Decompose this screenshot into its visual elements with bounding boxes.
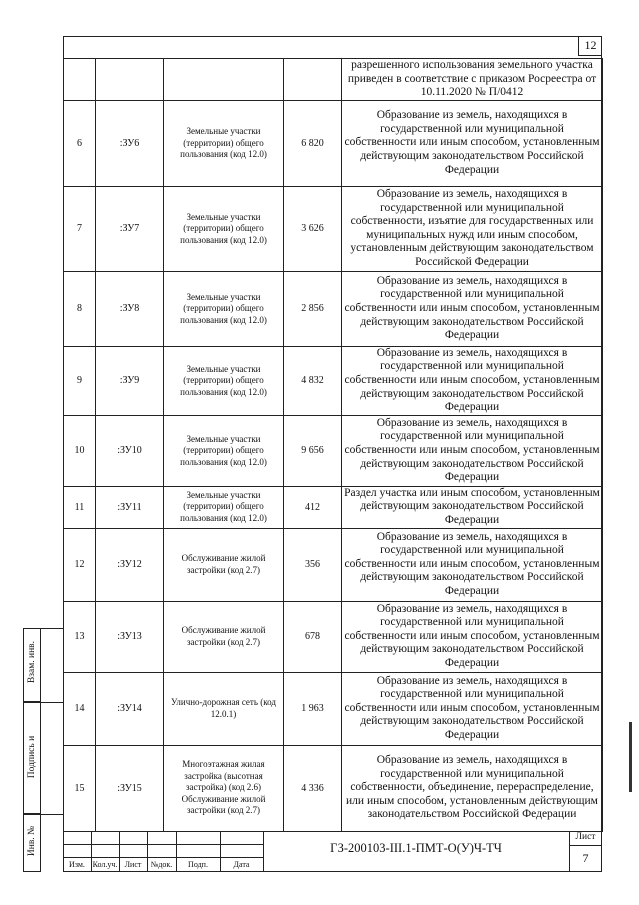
formation-method: Образование из земель, находящихся в государственной или муниципальной собственности или иным способом, установленным действующим законодательством Российской Федерации — [342, 271, 603, 346]
table-row — [64, 528, 603, 601]
plot-area: 2 856 — [284, 271, 342, 346]
plot-designation: :ЗУ8 — [96, 271, 164, 346]
stamp-col-podp: Подп. — [188, 860, 208, 869]
plot-designation: :ЗУ10 — [96, 415, 164, 486]
formation-method: Раздел участка или иным способом, установленным действующим законодательством Российской Федерации — [342, 486, 603, 528]
table-row — [64, 745, 603, 831]
table-row — [64, 100, 603, 186]
table-row — [64, 486, 603, 528]
stamp-col-izm: Изм. — [69, 860, 85, 869]
plot-designation: :ЗУ12 — [96, 528, 164, 601]
permitted-use: Обслуживание жилой застройки (код 2.7) — [164, 601, 284, 672]
row-number: 7 — [64, 186, 96, 271]
formation-method: Образование из земель, находящихся в государственной или муниципальной собственности или иным способом, установленным действующим законодательством Российской Федерации — [342, 528, 603, 601]
permitted-use: Обслуживание жилой застройки (код 2.7) — [164, 528, 284, 601]
land-plots-table — [63, 58, 603, 832]
permitted-use: Земельные участки (территории) общего пользования (код 12.0) — [164, 100, 284, 186]
permitted-use: Многоэтажная жилая застройка (высотная застройка) (код 2.6) Обслуживание жилой застройки (код 2.7) — [164, 745, 284, 831]
row-number: 9 — [64, 346, 96, 415]
row-number: 8 — [64, 271, 96, 346]
formation-method: Образование из земель, находящихся в государственной или муниципальной собственности или иным способом, установленным действующим законодательством Российской Федерации — [342, 415, 603, 486]
row-number: 10 — [64, 415, 96, 486]
binder-mark — [629, 722, 632, 792]
permitted-use: Земельные участки (территории) общего пользования (код 12.0) — [164, 346, 284, 415]
plot-designation: :ЗУ15 — [96, 745, 164, 831]
plot-designation: :ЗУ14 — [96, 672, 164, 745]
stamp-col-ndok: №док. — [150, 860, 173, 869]
document-code: ГЗ-200103-III.1-ПМТ-О(У)Ч-ТЧ — [330, 841, 502, 855]
permitted-use: Земельные участки (территории) общего пользования (код 12.0) — [164, 415, 284, 486]
side-label-inv: Инв. № — [27, 825, 37, 857]
plot-area: 356 — [284, 528, 342, 601]
plot-area: 678 — [284, 601, 342, 672]
row-number: 11 — [64, 486, 96, 528]
formation-method: Образование из земель, находящихся в государственной или муниципальной собственности или иным способом, установленным действующим законодательством Российской Федерации — [342, 601, 603, 672]
plot-designation: :ЗУ11 — [96, 486, 164, 528]
plot-area: 6 820 — [284, 100, 342, 186]
plot-designation: :ЗУ6 — [96, 100, 164, 186]
row-number: 12 — [64, 528, 96, 601]
permitted-use: Земельные участки (территории) общего пользования (код 12.0) — [164, 186, 284, 271]
table-row — [64, 186, 603, 271]
plot-area: 4 832 — [284, 346, 342, 415]
plot-designation: :ЗУ7 — [96, 186, 164, 271]
plot-area: 1 963 — [284, 672, 342, 745]
stamp-col-list: Лист — [124, 860, 142, 869]
permitted-use: Улично-дорожная сеть (код 12.0.1) — [164, 672, 284, 745]
stamp-col-data: Дата — [233, 860, 250, 869]
formation-method: Образование из земель, находящихся в государственной или муниципальной собственности, объединение, перераспределение, или иным способом, установленным действующим законодательством Российской Федерации — [342, 745, 603, 831]
plot-area: 3 626 — [284, 186, 342, 271]
permitted-use: Земельные участки (территории) общего пользования (код 12.0) — [164, 271, 284, 346]
table-row — [64, 672, 603, 745]
plot-designation: :ЗУ9 — [96, 346, 164, 415]
continuation-row — [64, 59, 603, 101]
formation-method: Образование из земель, находящихся в государственной или муниципальной собственности, изъятие для государственных или муниципальных нужд или иным способом, установленным действующим законодательством Российской Федерации — [342, 186, 603, 271]
permitted-use: Земельные участки (территории) общего пользования (код 12.0) — [164, 486, 284, 528]
formation-method: Образование из земель, находящихся в государственной или муниципальной собственности или иным способом, установленным действующим законодательством Российской Федерации — [342, 346, 603, 415]
row-number: 13 — [64, 601, 96, 672]
sheet-number: 7 — [582, 851, 589, 865]
plot-designation: :ЗУ13 — [96, 601, 164, 672]
sheet-label: Лист — [575, 832, 596, 842]
table-row — [64, 601, 603, 672]
formation-method: Образование из земель, находящихся в государственной или муниципальной собственности или иным способом, установленным действующим законодательством Российской Федерации — [342, 100, 603, 186]
continuation-text: разрешенного использования земельного участка приведен в соответствие с приказом Росреестра от 10.11.2020 № П/0412 — [342, 59, 603, 101]
table-row — [64, 346, 603, 415]
page-number: 12 — [578, 36, 602, 56]
side-label-vzam: Взам. инв. — [27, 640, 37, 684]
plot-area: 9 656 — [284, 415, 342, 486]
plot-area: 412 — [284, 486, 342, 528]
plot-area: 4 336 — [284, 745, 342, 831]
stamp-col-kolich: Кол.уч. — [92, 860, 118, 869]
row-number: 14 — [64, 672, 96, 745]
row-number: 15 — [64, 745, 96, 831]
side-label-podpis: Подпись и — [27, 735, 37, 779]
title-block — [63, 831, 602, 872]
formation-method: Образование из земель, находящихся в государственной или муниципальной собственности или иным способом, установленным действующим законодательством Российской Федерации — [342, 672, 603, 745]
row-number: 6 — [64, 100, 96, 186]
table-row — [64, 271, 603, 346]
table-row — [64, 415, 603, 486]
